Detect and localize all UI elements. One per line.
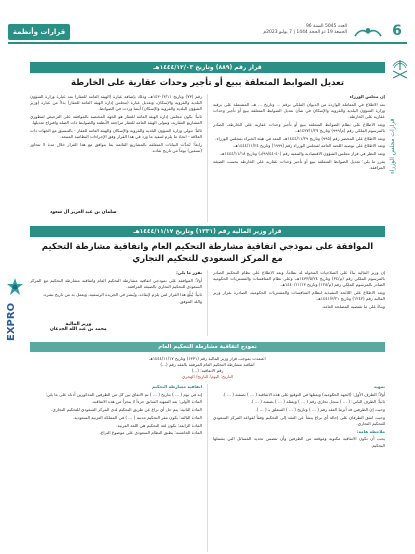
section-heading: ملاحظة هامة:	[356, 428, 385, 434]
column-divider	[207, 270, 208, 336]
expro-star-logo-icon	[6, 276, 24, 298]
signature-title: وزير المالية	[65, 322, 92, 327]
paragraph: ثالثاً: تتولى وزارة الشؤون البلدية والقروية والإسكان والهيئة العامة للعقار - بالتنسيق مع الجهات ذات العلاقة - اتخاذ ما يلزم لتنفيذ ما ورد في هذا القرار وفق الإجراءات النظامية المتبعة.	[30, 128, 202, 140]
article1-column-right	[213, 94, 385, 224]
paragraph: وحيث إن الطرفين قد أبرما العقد رقم ( ... ) وتاريخ ( ... ) المتعلق بـ ( ... ).	[255, 407, 385, 413]
model-date: التاريخ: اليوم/ التاريخ/ الهجري	[181, 374, 234, 379]
paragraph: وحيث اتفق الطرفان على إحالة أي نزاع ينشأ عن العقد إلى التحكيم وفقاً لقواعد المركز السعودي للتحكيم التجاري.	[213, 414, 385, 427]
paragraph: أولاً: الطرف الأول: (الجهة الحكومية) ويمثلها في التوقيع على هذه الاتفاقية ( ... ) بصفته ( ... ).	[222, 391, 385, 397]
paragraph: يقرر ما يلي:	[176, 270, 202, 275]
paragraph: ثانياً: يكون مجلس إدارة الهيئة العامة للعقار هو الجهة المختصة بالموافقة على الترخيص لمطوري المشاريع العقارية، وتتولى الهيئة العامة للعقار مراجعة الأنظمة والضوابط ذات الصلة واقتراح تعديلها.	[30, 114, 202, 126]
paragraph: بعد الاطلاع في المعاملة الواردة من الديوان الملكي برقم ... وتاريخ ... هـ، المشتملة على برقية وزارة الشؤون البلدية والقروية والإسكان في شأن تعديل الضوابط المتعلقة ببيع أو تأجير وحدات عقارية على الخارطة.	[213, 101, 385, 120]
issue-meta	[263, 24, 347, 36]
article1-header-bar: قرار رقم (٨٨٩) وتاريخ ١٤٤٤/١٢/٠٣هـ	[30, 62, 385, 73]
paragraph: المادة الثانية: يتم حل أي نزاع عن طريق التحكيم لدى المركز السعودي للتحكيم التجاري.	[51, 407, 202, 413]
article2-title-line1: الموافقة على نموذجي اتفاقية مشارطة التحكيم العام واتفاقية مشارطة التحكيم	[41, 242, 374, 252]
article1-title: تعديل الضوابط المتعلقة ببيع أو تأجير وحدات عقارية على الخارطة	[70, 78, 345, 88]
column-divider	[207, 94, 208, 222]
model-line: اعتمدت بموجب قرار وزير المالية رقم (١٣٣١) وتاريخ ١٤٤٤/١١/١٧هـ	[149, 356, 266, 361]
palm-swords-emblem-icon	[391, 58, 409, 80]
paragraph: إنه في يوم ( ... ) بتاريخ ( ... ) تم الاتفاق بين كل من الطرفين المذكورين أدناه على ما يلي:	[45, 391, 202, 397]
paragraph: وبعد الاطلاع على نظام الضوابط المتعلقة ببيع أو تأجير وحدات عقارية على الخارطة، الصادر بالمرسوم الملكي رقم (م/٩٩٩) وتاريخ ١٤٣٧/١/٢٧هـ.	[213, 121, 385, 134]
article2-column-right	[213, 270, 385, 336]
page-header	[8, 22, 407, 44]
umm-al-qura-logo-icon	[353, 24, 383, 40]
main-content	[30, 48, 385, 550]
paragraph: والله الموفق.	[178, 299, 202, 305]
paragraph: يقرر ما يلي: تعديل الضوابط المتعلقة ببيع أو تأجير وحدات عقارية على الخارطة بحسب الصيغة المرافقة.	[213, 158, 385, 171]
sidebar-vertical-text: قرارات مجلس الوزراء	[389, 118, 396, 174]
paragraph: وبناءً على ما تقتضيه المصلحة العامة.	[321, 304, 385, 310]
article1-signature: سلمان بن عبد العزيز آل سعود	[50, 210, 117, 215]
paragraph: المادة الأولى: يعد التمهيد السابق جزءاً لا يتجزأ من هذه الاتفاقية.	[91, 399, 202, 405]
issue-number: العدد 5045 السنة 96	[305, 24, 347, 29]
section-heading: اتفاقية مشارطة التحكيم	[152, 384, 202, 389]
paragraph: إن مجلس الوزراء	[349, 94, 385, 99]
paragraph: المادة الثالثة: يكون مقر التحكيم مدينة ( ... ) في المملكة العربية السعودية.	[72, 414, 202, 420]
model-line: رقم الاتفاقية: (...)	[191, 368, 224, 373]
paragraph: ثانياً: الطرف الثاني: ( ... ) سجل تجاري رقم ( ... ) ويمثله ( ... ) بصفته ( ... ).	[250, 399, 385, 405]
article1-column-left	[30, 94, 202, 208]
page-number: 6	[392, 23, 402, 39]
paragraph: ثانياً: يُبلَّغ هذا القرار لمن يلزم لإنفاذه، ويُنشر في الجريدة الرسمية، ويعمل به من تاريخ نشره.	[42, 291, 202, 297]
paragraph: رابعاً: تُحدَّث البيانات المتعلقة بالمشاريع القائمة بما يتوافق مع هذا القرار خلال مدة لا تتجاوز (تسعين) يوماً من تاريخ نفاذه.	[30, 141, 202, 154]
paragraph: إن وزير المالية بناءً على الصلاحيات المخولة له نظاماً، وبعد الاطلاع على نظام التحكيم الصادر بالمرسوم الملكي رقم (م/٣٤) وتاريخ ١٤٣٣/٥/٢٤هـ، وعلى نظام المنافسات والمشتريات الحكومية الصادر بالمرسوم الملكي رقم (م/١٢٨) وتاريخ ١٤٤٠/١١/١٣هـ.	[213, 270, 385, 288]
left-strip	[0, 46, 28, 554]
article2-header-bar: قرار وزير المالية رقم (١٣٣١) وتاريخ ١٤٤٤/١١/١٧هـ	[30, 226, 385, 237]
paragraph: المادة الرابعة: تكون لغة التحكيم هي اللغة العربية.	[116, 422, 202, 428]
article2-title-line2: مع المركز السعودي للتحكيم التجاري	[132, 254, 283, 264]
section-label: قرارات وأنظمة	[8, 24, 70, 40]
right-sidebar	[387, 46, 415, 554]
issue-date: الجمعة 19 ذو الحجة 1444 | 7 يوليو 2023م	[263, 30, 347, 35]
signature-name: محمد بن عبد الله الجدعان	[50, 327, 107, 332]
column-divider	[207, 384, 208, 552]
expro-wordmark: EXPRO	[6, 302, 17, 342]
paragraph: وبعد الاطلاع على توصية اللجنة العامة لمجلس الوزراء رقم (٦٩٩٩) وتاريخ ١٤٤٤/١١/٢٤هـ.	[233, 143, 385, 149]
paragraph: المادة الخامسة: يطبق النظام السعودي على موضوع النزاع.	[99, 430, 202, 436]
paragraph: أولاً: الموافقة على نموذجي اتفاقية مشارطة التحكيم العام واتفاقية مشارطة التحكيم مع المركز السعودي للتحكيم التجاري بالصيغة المرافقة.	[30, 277, 202, 289]
paragraph: يجب أن تكون الاتفاقية مكتوبة وموقعة من الطرفين وأن تتضمن تحديد المسائل التي يشملها التحكيم.	[213, 436, 385, 448]
paragraph: وبعد الاطلاع على اللائحة التنفيذية لنظام المنافسات والمشتريات الحكومية، الصادرة بقرار وزير المالية رقم (١٢٤٢) وتاريخ ١٤٤١/٣/٢١هـ.	[213, 290, 385, 302]
section-heading: تمهيد	[373, 384, 385, 389]
article2-signature-block	[50, 322, 107, 332]
paragraph: وبعد الاطلاع على المحضر رقم (٩٩٥) وتاريخ ١٤٤٤/١١/٢٩هـ، المعد في هيئة الخبراء بمجلس الوزراء.	[215, 135, 385, 141]
model-intro	[60, 356, 355, 380]
model-column-right	[213, 384, 385, 552]
expro-ad	[4, 276, 26, 366]
paragraph: رقم (٧٣) وتاريخ ١٤٣٠/٣/١١هـ، وذلك بإضافة عبارة (الهيئة العامة للعقار) بعد عبارة وزارة الشؤون البلدية والقروية والإسكان، وتعديل عبارة (مجلس إدارة الهيئة العامة للعقار) بدلاً من عبارة (وزير الشؤون البلدية والقروية والإسكان) أينما وردت في الضوابط.	[30, 94, 202, 112]
model-line: اتفاقية مشارطة التحكيم العام المرفقة بالعقد رقم (...)	[160, 362, 255, 367]
paragraph: وبعد النظر في قرار مجلس الشؤون الاقتصادية والتنمية رقم (٤٠-٩٩/٤٤/د) وتاريخ ١٤٤٤/١١/١٨هـ.	[219, 151, 385, 157]
model-agreement-bar: نموذج اتفاقية مشارطة التحكيم العام	[30, 342, 385, 352]
article2-column-left	[30, 270, 202, 320]
model-column-left	[30, 384, 202, 552]
